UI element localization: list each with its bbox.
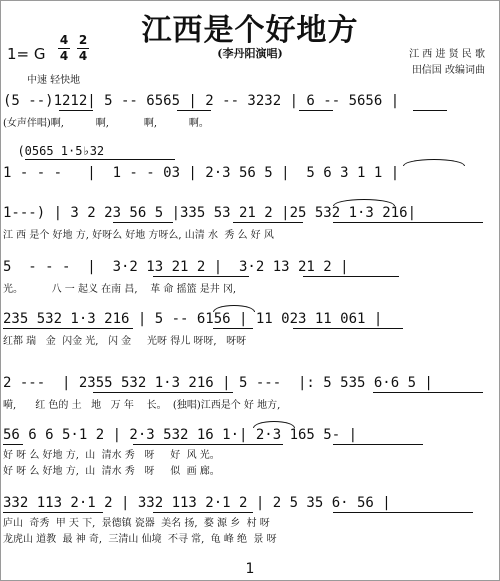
- lyrics-line: 庐山 奇秀 甲 天 下, 景德镇 瓷器 美名 扬, 婺 源 乡 村 呀: [3, 518, 270, 529]
- notation-line: 5 - - - | 3·2 13 21 2 | 3·2 13 21 2 |: [3, 259, 349, 275]
- key-signature: 1= G: [7, 45, 46, 63]
- lyrics-line: 嗬, 红 色的 土 地 万 年 长。 (独唱)江西是个 好 地方,: [3, 400, 281, 411]
- time-signature-4-4: 4 4: [59, 33, 69, 63]
- notation-line: 235 532 1·3 216 | 5 -- 6156 | 11 023 11 061 |: [3, 311, 383, 327]
- lyrics-line: 光。 八 一 起义 在南 昌, 革 命 摇篮 是井 冈,: [3, 284, 237, 295]
- score-system-1: [3, 91, 497, 137]
- notation-line: 56 6 6 5·1 2 | 2·3 532 16 1·| 2·3 165 5- |: [3, 427, 358, 443]
- time-signature-2-4: 2 4: [78, 33, 88, 63]
- lyrics-line: 好 呀 么 好地 方, 山 清水 秀 呀 好 风 光。: [3, 450, 220, 461]
- credit-line: 田信国 改编词曲: [411, 65, 485, 76]
- lyrics-line: 龙虎山 道教 最 神 奇, 三清山 仙境 不寻 常, 龟 峰 绝 景 呀: [3, 534, 277, 545]
- singer-credit: (李丹阳演唱): [217, 47, 283, 60]
- lyrics-line: (女声伴唱)啊, 啊, 啊, 啊。: [3, 118, 209, 129]
- tempo-marking: 中速 轻快地: [27, 75, 81, 86]
- notation-line: 1 - - - | 1 - - 03 | 2·3 56 5 | 5 6 3 1 1 |: [3, 165, 400, 181]
- composer-credits: [409, 47, 485, 79]
- notation-line: 2 --- | 2355 532 1·3 216 | 5 --- |: 5 535 6·6 5 |: [3, 375, 433, 391]
- page-title: 江西是个好地方: [141, 13, 359, 48]
- page-number: 1: [245, 561, 255, 577]
- lyrics-line: 红都 瑞 金 闪金 光, 闪 金 光呀 得儿 呀呀, 呀呀: [3, 336, 247, 347]
- lyrics-line: 江 西 是个 好地 方, 好呀么 好地 方呀么, 山清 水 秀 么 好 风: [3, 230, 274, 241]
- notation-upper-line: (0565 1·5♭32: [3, 144, 105, 158]
- lyrics-line: 好 呀 么 好地 方, 山 清水 秀 呀 似 画 廊。: [3, 466, 220, 477]
- notation-line: (5 --)1212| 5 -- 6565 | 2 -- 3232 | 6 -- 5656 |: [3, 93, 400, 109]
- notation-line: 1---) | 3 2 23 56 5 |335 53 21 2 |25 532 1·3 216|: [3, 205, 417, 221]
- score-system-6: [3, 373, 497, 417]
- notation-line: 332 113 2·1 2 | 332 113 2·1 2 | 2 5 35 6· 56 |: [3, 495, 391, 511]
- credit-line: 江 西 进 贤 民 歌: [409, 49, 485, 60]
- score-system-7: [3, 425, 497, 485]
- score-system-2: [3, 141, 497, 191]
- score-system-8: [3, 493, 497, 553]
- score-system-5: [3, 309, 497, 353]
- score-system-4: [3, 257, 497, 301]
- score-system-3: [3, 203, 497, 247]
